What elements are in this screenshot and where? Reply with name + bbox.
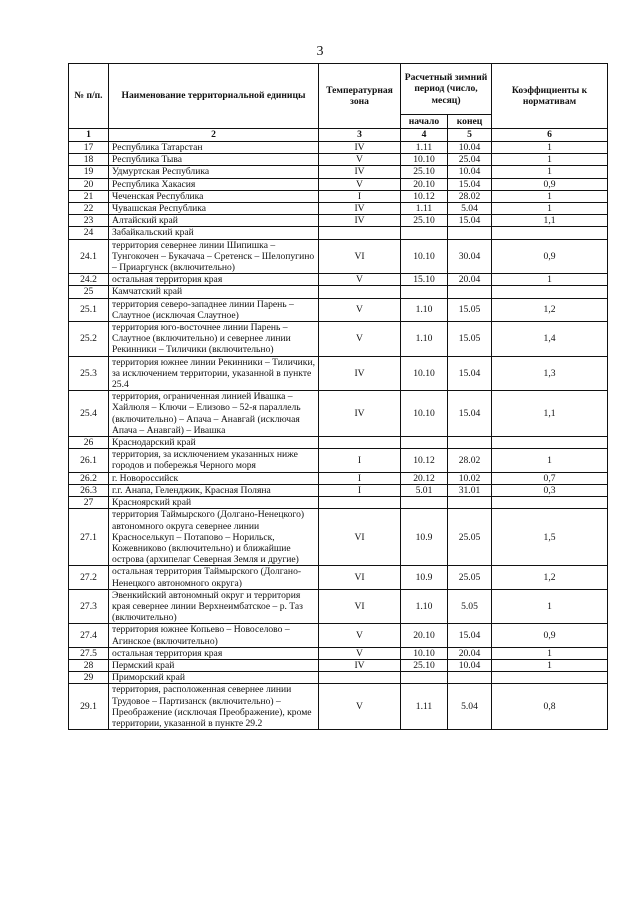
coefficient: 0,9 — [492, 624, 608, 647]
territory-name: Республика Татарстан — [109, 142, 319, 154]
table-row — [69, 647, 608, 659]
column-number: 6 — [492, 129, 608, 142]
period-end: 15.04 — [448, 356, 492, 391]
row-number: 26.2 — [69, 472, 109, 484]
row-number: 25.3 — [69, 356, 109, 391]
temperature-zone: IV — [319, 356, 401, 391]
territory-name: Пермский край — [109, 659, 319, 671]
territory-name: Республика Хакасия — [109, 178, 319, 190]
row-number: 25.1 — [69, 298, 109, 321]
period-start — [401, 672, 448, 684]
territory-name: Республика Тыва — [109, 154, 319, 166]
row-number: 25 — [69, 286, 109, 298]
table-row — [69, 227, 608, 239]
coefficient: 1 — [492, 203, 608, 215]
coefficient: 1,4 — [492, 322, 608, 357]
territory-name: Красноярский край — [109, 497, 319, 509]
temperature-zone — [319, 497, 401, 509]
row-number: 26.1 — [69, 449, 109, 472]
table-row — [69, 239, 608, 274]
period-end: 5.04 — [448, 203, 492, 215]
period-end: 5.05 — [448, 589, 492, 624]
period-start: 1.10 — [401, 589, 448, 624]
territory-name: остальная территория Таймырского (Долгано-Ненецкого автономного округа) — [109, 566, 319, 589]
temperature-zone: I — [319, 484, 401, 496]
row-number: 27.4 — [69, 624, 109, 647]
period-start: 1.10 — [401, 298, 448, 321]
header-temperature-zone: Температурная зона — [319, 64, 401, 129]
table-row — [69, 566, 608, 589]
period-start: 25.10 — [401, 659, 448, 671]
row-number: 25.4 — [69, 391, 109, 437]
coefficient — [492, 227, 608, 239]
row-number: 25.2 — [69, 322, 109, 357]
header-period-start: начало — [401, 115, 448, 129]
territory-name: территория северо-западнее линии Парень – Слаутное (исключая Слаутное) — [109, 298, 319, 321]
table-row — [69, 190, 608, 202]
temperature-zone: VI — [319, 509, 401, 566]
period-end: 25.05 — [448, 566, 492, 589]
table-row — [69, 589, 608, 624]
header-number: № п/п. — [69, 64, 109, 129]
climate-zone-table — [68, 63, 608, 730]
temperature-zone: V — [319, 154, 401, 166]
period-start: 20.10 — [401, 624, 448, 647]
period-end: 15.04 — [448, 624, 492, 647]
period-start — [401, 286, 448, 298]
temperature-zone: I — [319, 190, 401, 202]
period-end: 10.02 — [448, 472, 492, 484]
temperature-zone: V — [319, 322, 401, 357]
period-start: 5.01 — [401, 484, 448, 496]
territory-name: г.г. Анапа, Геленджик, Красная Поляна — [109, 484, 319, 496]
coefficient: 1 — [492, 659, 608, 671]
territory-name: территория Таймырского (Долгано-Ненецкого) автономного округа севернее линии Красноселькуп – Потапово – Норильск, Кожевниково (включительно) и ближайшие острова (архипелаг Северная Земля и другие) — [109, 509, 319, 566]
row-number: 19 — [69, 166, 109, 178]
header-coefficients: Коэффициенты к нормативам — [492, 64, 608, 129]
row-number: 22 — [69, 203, 109, 215]
coefficient — [492, 437, 608, 449]
header-winter-period: Расчетный зимний период (число, месяц) — [401, 64, 492, 115]
period-end: 10.04 — [448, 166, 492, 178]
row-number: 29 — [69, 672, 109, 684]
period-start: 10.10 — [401, 154, 448, 166]
table-row — [69, 497, 608, 509]
coefficient: 1,2 — [492, 566, 608, 589]
territory-name: территория юго-восточнее линии Парень – Слаутное (включительно) и севернее линии Рекинники – Тиличики (включительно) — [109, 322, 319, 357]
row-number: 24 — [69, 227, 109, 239]
period-start: 1.11 — [401, 684, 448, 730]
temperature-zone: V — [319, 647, 401, 659]
period-end: 15.04 — [448, 391, 492, 437]
temperature-zone: V — [319, 274, 401, 286]
period-start: 10.9 — [401, 566, 448, 589]
table-body — [69, 142, 608, 730]
table-row — [69, 203, 608, 215]
coefficient: 1 — [492, 166, 608, 178]
table-row — [69, 286, 608, 298]
period-start: 1.11 — [401, 203, 448, 215]
temperature-zone — [319, 437, 401, 449]
table-row — [69, 166, 608, 178]
table-row — [69, 142, 608, 154]
coefficient: 1 — [492, 647, 608, 659]
territory-name: остальная территория края — [109, 274, 319, 286]
period-start — [401, 227, 448, 239]
coefficient: 0,7 — [492, 472, 608, 484]
coefficient: 1,3 — [492, 356, 608, 391]
territory-name: Удмуртская Республика — [109, 166, 319, 178]
row-number: 28 — [69, 659, 109, 671]
period-end — [448, 672, 492, 684]
table-row — [69, 659, 608, 671]
table-row — [69, 672, 608, 684]
table-row — [69, 178, 608, 190]
coefficient: 0,9 — [492, 178, 608, 190]
table-row — [69, 437, 608, 449]
row-number: 26 — [69, 437, 109, 449]
coefficient: 1 — [492, 190, 608, 202]
temperature-zone: V — [319, 298, 401, 321]
coefficient: 1 — [492, 449, 608, 472]
coefficient — [492, 497, 608, 509]
row-number: 20 — [69, 178, 109, 190]
coefficient: 0,9 — [492, 239, 608, 274]
period-start: 20.12 — [401, 472, 448, 484]
period-start — [401, 497, 448, 509]
period-end: 28.02 — [448, 449, 492, 472]
period-end: 15.05 — [448, 322, 492, 357]
coefficient: 1,1 — [492, 215, 608, 227]
coefficient: 1,1 — [492, 391, 608, 437]
table-row — [69, 322, 608, 357]
territory-name: территория, ограниченная линией Ивашка – Хайлюля – Ключи – Елизово – 52-я параллель (включительно) – Апача – Анавгай (исключая Апача – Анавгай) – Ивашка — [109, 391, 319, 437]
table-row — [69, 509, 608, 566]
temperature-zone: V — [319, 624, 401, 647]
period-end: 25.05 — [448, 509, 492, 566]
temperature-zone — [319, 672, 401, 684]
coefficient: 1 — [492, 142, 608, 154]
temperature-zone: V — [319, 178, 401, 190]
table-row — [69, 391, 608, 437]
period-end: 10.04 — [448, 142, 492, 154]
temperature-zone: IV — [319, 203, 401, 215]
territory-name: остальная территория края — [109, 647, 319, 659]
period-start: 1.11 — [401, 142, 448, 154]
coefficient: 1 — [492, 274, 608, 286]
territory-name: Камчатский край — [109, 286, 319, 298]
row-number: 24.1 — [69, 239, 109, 274]
row-number: 27.5 — [69, 647, 109, 659]
table-row — [69, 274, 608, 286]
table-row — [69, 449, 608, 472]
coefficient: 0,8 — [492, 684, 608, 730]
row-number: 26.3 — [69, 484, 109, 496]
territory-name: Краснодарский край — [109, 437, 319, 449]
coefficient: 1,2 — [492, 298, 608, 321]
territory-name: территория южнее линии Рекинники – Тиличики, за исключением территории, указанной в пункте 25.4 — [109, 356, 319, 391]
header-period-end: конец — [448, 115, 492, 129]
coefficient — [492, 286, 608, 298]
temperature-zone: V — [319, 684, 401, 730]
header-territory-name: Наименование территориальной единицы — [109, 64, 319, 129]
row-number: 27.1 — [69, 509, 109, 566]
period-start: 10.10 — [401, 239, 448, 274]
row-number: 27.2 — [69, 566, 109, 589]
period-start: 25.10 — [401, 166, 448, 178]
period-end: 30.04 — [448, 239, 492, 274]
row-number: 27 — [69, 497, 109, 509]
column-number: 5 — [448, 129, 492, 142]
territory-name: Алтайский край — [109, 215, 319, 227]
table-row — [69, 684, 608, 730]
column-number: 4 — [401, 129, 448, 142]
period-start: 10.10 — [401, 647, 448, 659]
period-end — [448, 437, 492, 449]
row-number: 18 — [69, 154, 109, 166]
period-start: 10.9 — [401, 509, 448, 566]
temperature-zone: I — [319, 449, 401, 472]
temperature-zone: IV — [319, 215, 401, 227]
column-number: 1 — [69, 129, 109, 142]
temperature-zone: VI — [319, 566, 401, 589]
row-number: 17 — [69, 142, 109, 154]
table-row — [69, 298, 608, 321]
row-number: 29.1 — [69, 684, 109, 730]
column-number: 3 — [319, 129, 401, 142]
period-end: 20.04 — [448, 274, 492, 286]
coefficient — [492, 672, 608, 684]
territory-name: Приморский край — [109, 672, 319, 684]
territory-name: Забайкальский край — [109, 227, 319, 239]
row-number: 27.3 — [69, 589, 109, 624]
temperature-zone: IV — [319, 142, 401, 154]
temperature-zone: I — [319, 472, 401, 484]
temperature-zone: VI — [319, 589, 401, 624]
period-end — [448, 286, 492, 298]
period-end: 5.04 — [448, 684, 492, 730]
temperature-zone: IV — [319, 391, 401, 437]
period-start: 25.10 — [401, 215, 448, 227]
coefficient: 1,5 — [492, 509, 608, 566]
page-number: 3 — [316, 44, 324, 59]
period-end: 15.04 — [448, 215, 492, 227]
period-end: 20.04 — [448, 647, 492, 659]
table-row — [69, 215, 608, 227]
coefficient: 1 — [492, 154, 608, 166]
period-start: 15.10 — [401, 274, 448, 286]
period-start — [401, 437, 448, 449]
temperature-zone: VI — [319, 239, 401, 274]
territory-name: территория севернее линии Шипишка – Тунгокочен – Букачача – Сретенск – Шелопугино – Приаргунск (включительно) — [109, 239, 319, 274]
period-end: 28.02 — [448, 190, 492, 202]
period-start: 10.10 — [401, 356, 448, 391]
territory-name: территория, расположенная севернее линии Трудовое – Партизанск (включительно) – Преображение (исключая Преображение), кроме территории, указанной в пункте 29.2 — [109, 684, 319, 730]
period-start: 10.12 — [401, 190, 448, 202]
territory-name: Чувашская Республика — [109, 203, 319, 215]
period-start: 10.10 — [401, 391, 448, 437]
period-start: 20.10 — [401, 178, 448, 190]
territory-name: Эвенкийский автономный округ и территория края севернее линии Верхнеимбатское – р. Таз (включительно) — [109, 589, 319, 624]
table-row — [69, 154, 608, 166]
row-number: 24.2 — [69, 274, 109, 286]
coefficient: 1 — [492, 589, 608, 624]
period-end — [448, 497, 492, 509]
row-number: 23 — [69, 215, 109, 227]
table-row — [69, 484, 608, 496]
period-start: 10.12 — [401, 449, 448, 472]
temperature-zone — [319, 286, 401, 298]
row-number: 21 — [69, 190, 109, 202]
period-start: 1.10 — [401, 322, 448, 357]
temperature-zone: IV — [319, 166, 401, 178]
period-end: 31.01 — [448, 484, 492, 496]
table-row — [69, 356, 608, 391]
territory-name: территория, за исключением указанных ниже городов и побережья Черного моря — [109, 449, 319, 472]
temperature-zone — [319, 227, 401, 239]
period-end: 25.04 — [448, 154, 492, 166]
territory-name: г. Новороссийск — [109, 472, 319, 484]
territory-name: территория южнее Копьево – Новоселово – Агинское (включительно) — [109, 624, 319, 647]
period-end — [448, 227, 492, 239]
period-end: 15.04 — [448, 178, 492, 190]
period-end: 15.05 — [448, 298, 492, 321]
coefficient: 0,3 — [492, 484, 608, 496]
temperature-zone: IV — [319, 659, 401, 671]
column-number: 2 — [109, 129, 319, 142]
table-row — [69, 624, 608, 647]
period-end: 10.04 — [448, 659, 492, 671]
territory-name: Чеченская Республика — [109, 190, 319, 202]
column-numbers-row — [69, 129, 608, 142]
table-row — [69, 472, 608, 484]
